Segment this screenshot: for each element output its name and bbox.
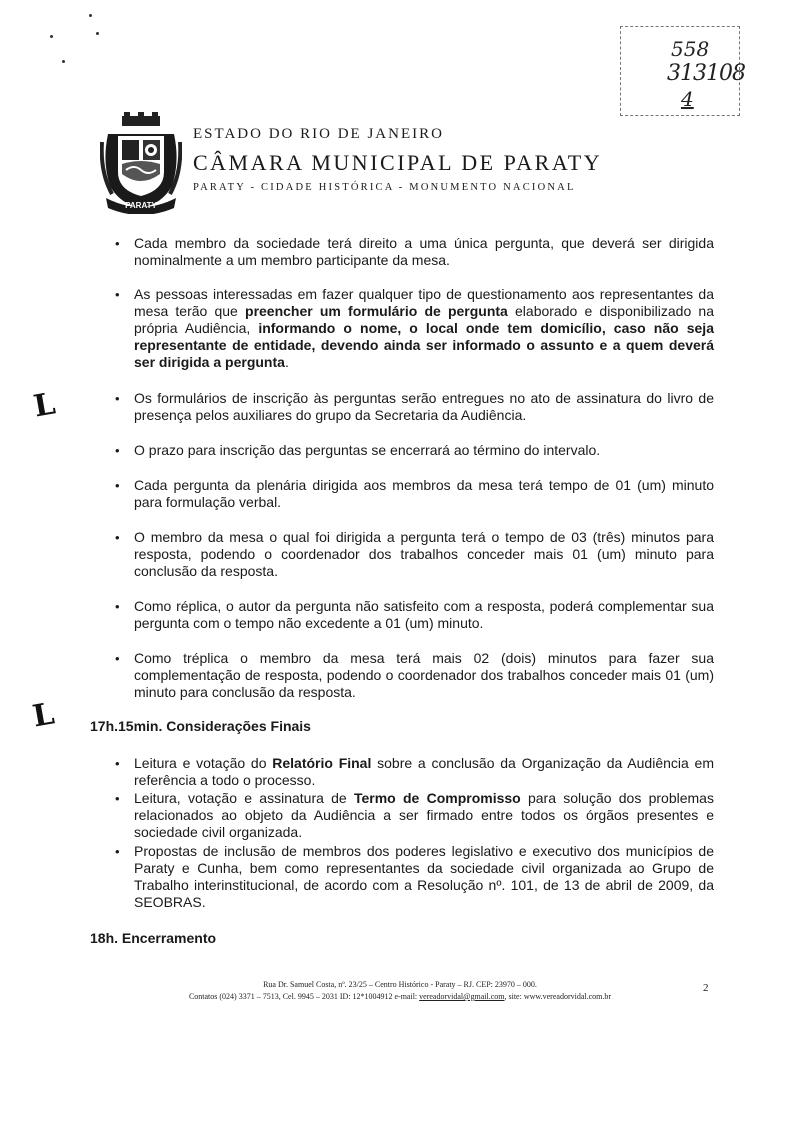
bullet-marker: • — [115, 530, 120, 545]
final-emphasis: Relatório Final — [272, 755, 372, 771]
stamp-line-2: 313108 — [667, 61, 745, 86]
crest-ribbon-text: PARATY — [125, 201, 157, 210]
section-heading-final: 17h.15min. Considerações Finais — [90, 718, 311, 734]
footer-site-text: , site: www.vereadorvidal.com.br — [504, 992, 612, 1001]
bullet-marker: • — [115, 651, 120, 666]
section-heading-closing: 18h. Encerramento — [90, 930, 217, 946]
rule-item: Os formulários de inscrição às perguntas serão entregues no ato de assinatura do livro de presença pelos auxiliares do grupo da Secretaria da Audiência. — [134, 390, 714, 423]
final-text: Leitura e votação do — [134, 755, 273, 771]
final-text: para solução dos problemas relacionados ao objeto da Audiência a ser firmado entre todos os órgãos presentes e sociedade civil organizada. — [134, 790, 714, 840]
rule-item: O prazo para inscrição das perguntas se encerrará ao término do intervalo. — [134, 442, 601, 458]
city-subtitle: PARATY - CIDADE HISTÓRICA - MONUMENTO NACIONAL — [193, 182, 576, 193]
speck — [96, 32, 99, 35]
state-name: ESTADO DO RIO DE JANEIRO — [193, 126, 444, 142]
rule-emphasis: informando o nome, o local onde tem domicílio, caso não seja representante de entidade, devendo ainda ser informado o assunto e a quem deverá ser dirigida a pergunta — [134, 320, 714, 370]
final-item — [134, 790, 714, 841]
footer-contacts-text: Contatos (024) 3371 – 7513, Cel. 9945 – 2031 ID: 12*1004912 e-mail: — [188, 992, 420, 1001]
bullet-marker: • — [115, 236, 120, 251]
rule-item: Como réplica, o autor da pergunta não satisfeito com a resposta, poderá complementar sua pergunta com o tempo não excedente a 01 (um) minuto. — [134, 598, 714, 631]
bullet-marker: • — [115, 844, 120, 859]
bullet-marker: • — [115, 391, 120, 406]
stamp-line-1: 558 — [671, 37, 710, 61]
rule-item: Cada pergunta da plenária dirigida aos membros da mesa terá tempo de 01 (um) minuto para formulação verbal. — [134, 477, 714, 510]
rule-text: . — [284, 354, 289, 370]
bullet-marker: • — [115, 478, 120, 493]
rule-text: As pessoas interessadas em fazer qualquer tipo de questionamento aos representantes da mesa terão que — [134, 286, 714, 319]
margin-mark: L — [30, 696, 57, 735]
bullet-marker: • — [115, 756, 120, 771]
rule-item: O membro da mesa o qual foi dirigida a pergunta terá o tempo de 03 (três) minutos para resposta, podendo o coordenador dos trabalhos conceder mais 01 (um) minuto para conclusão da resposta. — [134, 529, 714, 579]
footer-address: Rua Dr. Samuel Costa, nº. 23/25 – Centro Histórico - Paraty – RJ. CEP: 23970 – 000. — [263, 980, 537, 989]
rule-emphasis: preencher um formulário de pergunta — [245, 303, 508, 319]
bullet-marker: • — [115, 599, 120, 614]
final-item — [134, 755, 714, 789]
margin-mark: L — [31, 386, 58, 425]
stamp-line-3: 4 — [681, 87, 694, 111]
municipal-crest-icon — [100, 112, 182, 214]
protocol-stamp — [620, 26, 745, 116]
bullet-marker: • — [115, 287, 120, 302]
footer-email-link[interactable]: vereadorvidal@gmail.com — [419, 992, 505, 1001]
speck — [50, 35, 53, 38]
rule-item — [134, 286, 714, 371]
rule-item: Cada membro da sociedade terá direito a uma única pergunta, que deverá ser dirigida nominalmente a um membro participante da mesa. — [134, 235, 714, 268]
page-number: 2 — [703, 982, 709, 994]
rule-item: Como tréplica o membro da mesa terá mais 02 (dois) minutos para fazer sua complementação de resposta, podendo o coordenador dos trabalhos conceder mais 01 (um) minuto para conclusão da resposta. — [134, 650, 714, 700]
final-item: Propostas de inclusão de membros dos poderes legislativo e executivo dos municípios de Paraty e Cunha, bem como representantes da sociedade civil organizada ao Grupo de Trabalho interinstitucional, de acordo com a Resolução nº. 101, de 13 de abril de 2009, da SEOBRAS. — [134, 843, 714, 910]
speck — [62, 60, 65, 63]
final-text: sobre a conclusão da Organização da Audiência em referência a todo o processo. — [134, 755, 714, 788]
chamber-name: CÂMARA MUNICIPAL DE PARATY — [193, 150, 603, 175]
speck — [89, 14, 92, 17]
footer-contacts — [100, 992, 700, 1001]
final-text: Leitura, votação e assinatura de — [134, 790, 354, 806]
final-emphasis: Termo de Compromisso — [353, 790, 521, 806]
bullet-marker: • — [115, 791, 120, 806]
rule-text: elaborado e disponibilizado na própria Audiência, — [134, 303, 714, 336]
bullet-marker: • — [115, 443, 120, 458]
